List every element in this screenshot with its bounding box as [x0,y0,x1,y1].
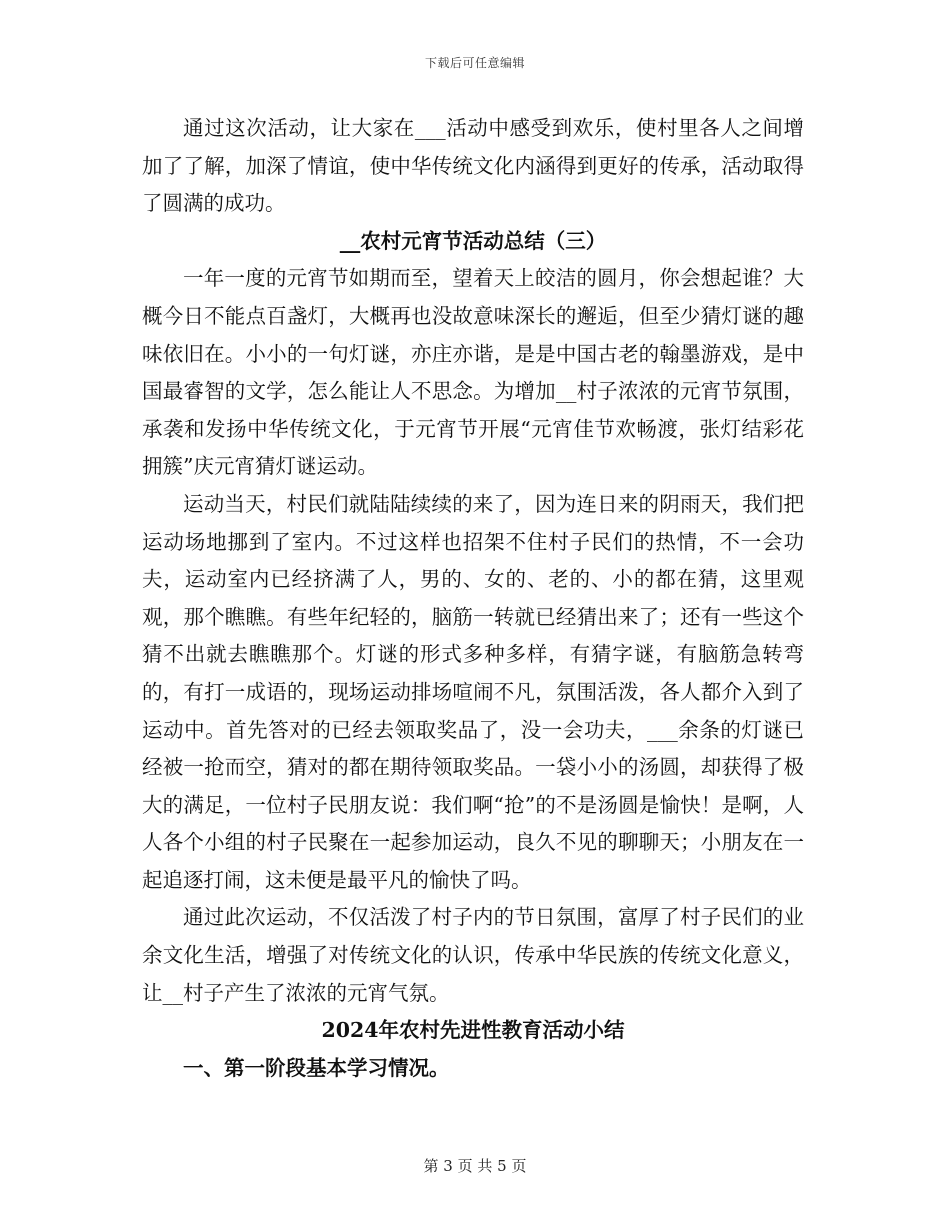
header-note: 下载后可任意编辑 [424,56,525,70]
section-heading-1: __农村元宵节活动总结（三） [339,228,607,253]
paragraph-3: 运动当天，村民们就陆陆续续的来了，因为连日来的阴雨天，我们把运动场地挪到了室内。不过这样也招架不住村子民们的热情，不一会功夫，运动室内已经挤满了人，男的、女的、老的、小的都在猜，这里观观，那个瞧瞧。有些年纪轻的，脑筋一转就已经猜出来了；还有一些这个猜不出就去瞧瞧那个。灯谜的形式多种多样，有猜字谜，有脑筋急转弯的，有打一成语的，现场运动排场喧闹不凡，氛围活泼，各人都介入到了运动中。首先答对的已经去领取奖品了，没一会功夫，___余条的灯谜已经被一抢而空，猜对的都在期待领取奖品。一袋小小的汤圆，却获得了极大的满足，一位村子民朋友说：我们啊“抢”的不是汤圆是愉快！是啊，人人各个小组的村子民聚在一起参加运动，良久不见的聊聊天；小朋友在一起追逐打闹，这未便是最平凡的愉快了吗。 [142,491,804,892]
section-heading-2: 2024年农村先进性教育活动小结 [321,1018,625,1043]
paragraph-1: 通过这次活动，让大家在___活动中感受到欢乐，使村里各人之间增加了了解，加深了情谊，使中华传统文化内涵得到更好的传承，活动取得了圆满的成功。 [142,116,804,216]
paragraph-4: 通过此次运动，不仅活泼了村子内的节日氛围，富厚了村子民们的业余文化生活，增强了对传统文化的认识，传承中华民族的传统文化意义，让__村子产生了浓浓的元宵气氛。 [142,905,804,1005]
paragraph-2: 一年一度的元宵节如期而至，望着天上皎洁的圆月，你会想起谁？大概今日不能点百盏灯，大概再也没故意味深长的邂逅，但至少猜灯谜的趣味依旧在。小小的一句灯谜，亦庄亦谐，是是中国古老的翰墨游戏，是中国最睿智的文学，怎么能让人不思念。为增加__村子浓浓的元宵节氛围，承袭和发扬中华传统文化，于元宵节开展“元宵佳节欢畅渡，张灯结彩花拥簇”庆元宵猜灯谜运动。 [142,266,804,479]
page-number: 第 3 页 共 5 页 [423,1157,527,1175]
subsection-heading: 一、第一阶段基本学习情况。 [183,1055,450,1080]
document-body [142,110,804,1087]
